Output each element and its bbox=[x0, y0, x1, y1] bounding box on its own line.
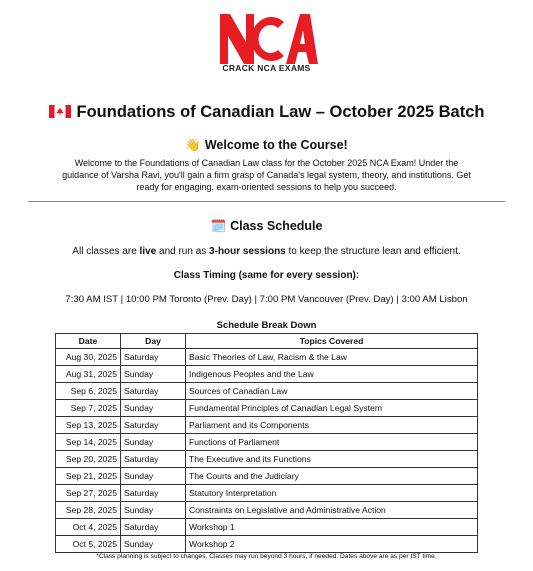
table-row bbox=[56, 468, 478, 485]
table-row bbox=[56, 349, 478, 366]
row-day: Sunday bbox=[121, 400, 186, 417]
page-title-text: Foundations of Canadian Law – October 2025 Batch bbox=[76, 103, 485, 121]
logo-caption: CRACK NCA EXAMS bbox=[222, 63, 311, 73]
column-header-date: Date bbox=[56, 334, 121, 349]
row-day: Sunday bbox=[121, 468, 186, 485]
row-date: Oct 5, 2025 bbox=[56, 536, 121, 553]
row-date: Aug 30, 2025 bbox=[56, 349, 121, 366]
row-date: Sep 7, 2025 bbox=[56, 400, 121, 417]
nca-logo-icon bbox=[214, 8, 320, 68]
column-header-day: Day bbox=[121, 334, 186, 349]
row-topic: Fundamental Principles of Canadian Legal System bbox=[186, 400, 478, 417]
row-day: Sunday bbox=[121, 536, 186, 553]
schedule-heading-text: Class Schedule bbox=[230, 219, 323, 233]
row-topic: Workshop 1 bbox=[186, 519, 478, 536]
row-topic: Parliament and its Components bbox=[186, 417, 478, 434]
intro-text-1: All classes are bbox=[72, 246, 140, 257]
row-topic: Statutory Interpretation bbox=[186, 485, 478, 502]
row-date: Sep 21, 2025 bbox=[56, 468, 121, 485]
table-row bbox=[56, 485, 478, 502]
column-header-topics: Topics Covered bbox=[186, 334, 478, 349]
row-date: Sep 27, 2025 bbox=[56, 485, 121, 502]
row-date: Sep 13, 2025 bbox=[56, 417, 121, 434]
breakdown-title: Schedule Break Down bbox=[216, 320, 317, 331]
schedule-intro bbox=[0, 246, 533, 257]
welcome-heading-text: Welcome to the Course! bbox=[204, 138, 348, 152]
waving-hand-icon: 👋 bbox=[185, 138, 201, 152]
row-day: Saturday bbox=[121, 451, 186, 468]
table-header-row bbox=[56, 334, 478, 349]
page-title bbox=[0, 103, 533, 122]
intro-text-3: to keep the structure lean and efficient. bbox=[285, 246, 461, 257]
row-day: Sunday bbox=[121, 502, 186, 519]
table-row bbox=[56, 400, 478, 417]
footnote: *Class planning is subject to changes. Classes may run beyond 3 hours, if needed. Dates above are as per IST time. bbox=[96, 553, 437, 560]
row-topic: Indigenous Peoples and the Law bbox=[186, 366, 478, 383]
table-row bbox=[56, 434, 478, 451]
table-row bbox=[56, 383, 478, 400]
table-row bbox=[56, 502, 478, 519]
row-date: Oct 4, 2025 bbox=[56, 519, 121, 536]
calendar-icon: 🗓️ bbox=[210, 219, 227, 233]
row-date: Sep 6, 2025 bbox=[56, 383, 121, 400]
schedule-table-body bbox=[56, 349, 478, 553]
row-day: Saturday bbox=[121, 485, 186, 502]
row-topic: The Courts and the Judiciary bbox=[186, 468, 478, 485]
row-topic: Workshop 2 bbox=[186, 536, 478, 553]
row-day: Sunday bbox=[121, 366, 186, 383]
intro-live: live bbox=[139, 246, 157, 257]
row-date: Sep 20, 2025 bbox=[56, 451, 121, 468]
table-row bbox=[56, 519, 478, 536]
row-day: Saturday bbox=[121, 383, 186, 400]
row-day: Sunday bbox=[121, 434, 186, 451]
table-row bbox=[56, 417, 478, 434]
row-date: Sep 28, 2025 bbox=[56, 502, 121, 519]
table-row bbox=[56, 536, 478, 553]
table-row bbox=[56, 366, 478, 383]
timing-title: Class Timing (same for every session): bbox=[173, 270, 360, 281]
row-topic: Basic Theories of Law, Racism & the Law bbox=[186, 349, 478, 366]
section-divider bbox=[28, 201, 505, 202]
row-topic: The Executive and its Functions bbox=[186, 451, 478, 468]
row-day: Saturday bbox=[121, 417, 186, 434]
table-row bbox=[56, 451, 478, 468]
row-day: Saturday bbox=[121, 519, 186, 536]
welcome-paragraph: Welcome to the Foundations of Canadian Law class for the October 2025 NCA Exam! Under the guidance of Varsha Ravi, you'll gain a firm grasp of Canada's legal system, theory, and institutions. Get ready for engaging, exam-oriented sessions to help you succeed. bbox=[62, 158, 471, 192]
intro-duration: 3-hour sessions bbox=[209, 246, 286, 257]
timing-text: 7:30 AM IST | 10:00 PM Toronto (Prev. Day) | 7:00 PM Vancouver (Prev. Day) | 3:00 AM Lisbon bbox=[65, 294, 468, 305]
row-topic: Functions of Parliament bbox=[186, 434, 478, 451]
welcome-heading bbox=[0, 138, 533, 153]
schedule-table bbox=[55, 333, 478, 553]
row-day: Saturday bbox=[121, 349, 186, 366]
row-topic: Sources of Canadian Law bbox=[186, 383, 478, 400]
row-date: Sep 14, 2025 bbox=[56, 434, 121, 451]
row-date: Aug 31, 2025 bbox=[56, 366, 121, 383]
schedule-heading bbox=[0, 219, 533, 234]
canada-flag-icon bbox=[49, 105, 71, 118]
intro-text-2: and run as bbox=[156, 246, 210, 257]
row-topic: Constraints on Legislative and Administrative Action bbox=[186, 502, 478, 519]
